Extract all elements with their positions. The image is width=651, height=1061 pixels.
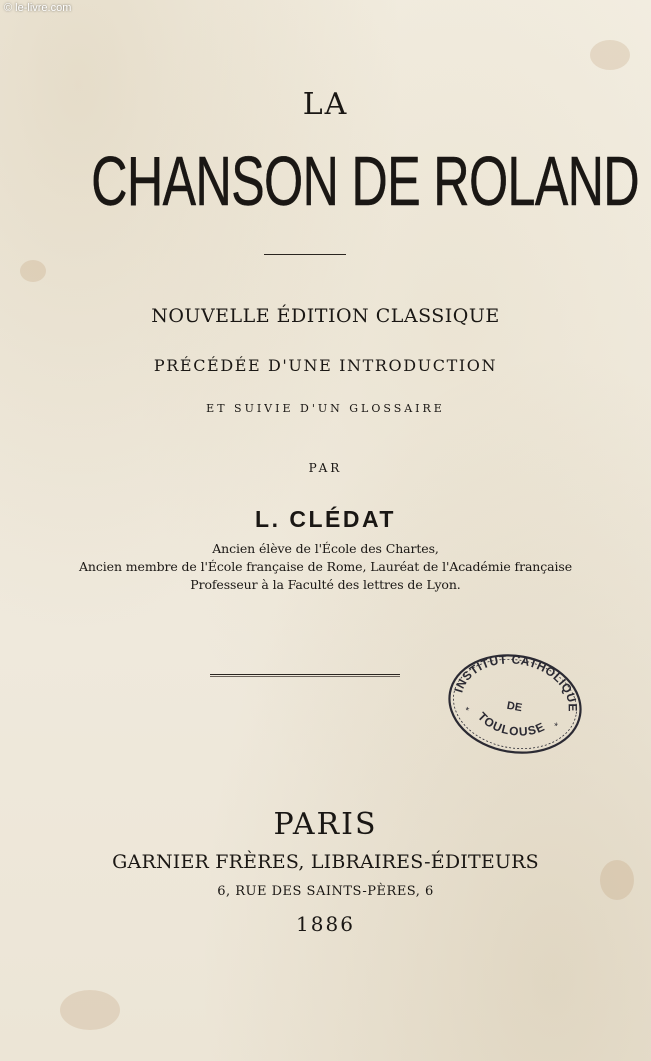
svg-text:*: *: [464, 705, 470, 718]
svg-text:INSTITUT CATHOLIQUE: INSTITUT CATHOLIQUE: [451, 652, 580, 713]
title-article: LA: [302, 87, 349, 122]
section-divider: [210, 674, 400, 677]
svg-text:TOULOUSE: TOULOUSE: [474, 709, 548, 739]
foxing-stain: [590, 40, 630, 70]
foxing-stain: [60, 990, 120, 1030]
library-stamp: [437, 641, 593, 768]
watermark: © le-livre.com: [4, 2, 72, 14]
stamp-seal-icon: [437, 641, 593, 768]
imprint-city: PARIS: [273, 807, 378, 842]
svg-text:DE: DE: [505, 699, 524, 715]
author-credential: Ancien membre de l'École française de Rome, Lauréat de l'Académie française: [78, 559, 573, 574]
by-line: PAR: [308, 461, 343, 475]
title-divider: [264, 254, 346, 255]
author-credential: Professeur à la Faculté des lettres de Lyon.: [190, 577, 461, 592]
imprint-year: 1886: [296, 912, 355, 936]
imprint-publisher: GARNIER FRÈRES, LIBRAIRES-ÉDITEURS: [112, 851, 539, 873]
svg-text:*: *: [552, 721, 559, 733]
author-credential: Ancien élève de l'École des Chartes,: [212, 541, 439, 556]
subtitle-introduction: PRÉCÉDÉE D'UNE INTRODUCTION: [153, 356, 498, 375]
subtitle-edition: NOUVELLE ÉDITION CLASSIQUE: [151, 305, 500, 327]
foxing-stain: [20, 260, 46, 282]
author-name: L. CLÉDAT: [255, 506, 396, 532]
imprint-address: 6, RUE DES SAINTS-PÈRES, 6: [217, 884, 434, 899]
page-title: CHANSON DE ROLAND: [91, 142, 639, 220]
subtitle-glossary: ET SUIVIE D'UN GLOSSAIRE: [206, 402, 445, 415]
